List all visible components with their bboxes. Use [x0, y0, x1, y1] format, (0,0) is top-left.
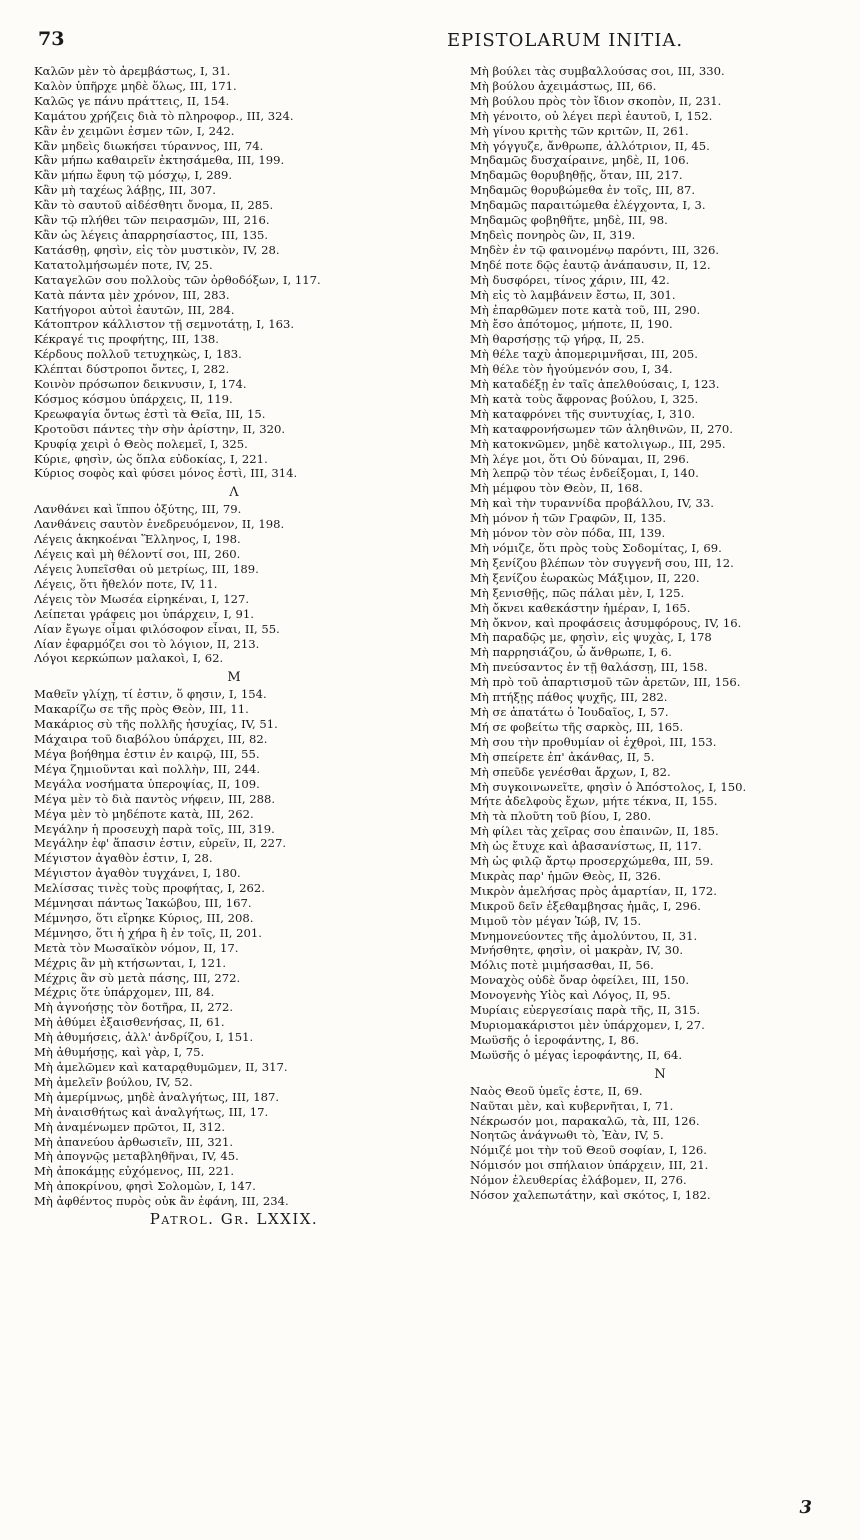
index-entry: Μὴ ξενισθῇς, πῶς πάλαι μὲν, I, 125. [470, 585, 685, 600]
index-entry: Μέγιστον ἀγαθὸν τυγχάνει, I, 180. [34, 866, 241, 881]
index-entry: Μὴ ἀθυμήσεις, ἀλλ' ἀνδρίζου, I, 151. [34, 1030, 254, 1045]
section-letter-nu: Ν [654, 1066, 666, 1082]
index-entry: Μηδέ ποτε δῷς ἑαυτῷ ἀνάπαυσιν, II, 12. [470, 257, 711, 272]
index-entry: Μνήσθητε, φησὶν, οἱ μακρὰν, IV, 30. [470, 943, 684, 958]
index-entry: Μὴ ἀμελῶμεν καὶ καταρᾳθυμῶμεν, II, 317. [34, 1060, 288, 1074]
index-entry: Μηδαμῶς παραιτώμεθα ἐλέγχοντα, I, 3. [470, 198, 706, 213]
index-entry: Μὴ μόνον τὸν σὸν πόδα, III, 139. [470, 526, 666, 541]
index-entry: Μὴ καταφρονήσωμεν τῶν ἀληθινῶν, II, 270. [470, 421, 733, 436]
index-entry: Κρεωφαγία ὄντως ἐστὶ τὰ Θεῖα, III, 15. [34, 406, 266, 421]
index-entry: Λόγοι κερκώπων μαλακοὶ, I, 62. [34, 651, 224, 666]
index-entry: Μήτε ἀδελφοὺς ἔχων, μήτε τέκνα, II, 155. [470, 794, 718, 809]
index-entry: Καμάτου χρήζεις διὰ τὸ πληροφορ., III, 324. [34, 108, 294, 123]
index-entry: Μωϋσῆς ὁ ἱεροφάντης, I, 86. [470, 1032, 640, 1047]
index-entry: Λείπεται γράφεις μοι ὑπάρχειν, I, 91. [34, 606, 254, 621]
entry-group-lambda [34, 502, 434, 666]
index-entry: Μὴ ὡς ἔτυχε καὶ ἀβασανίστως, II, 117. [470, 839, 702, 854]
index-entry: Μὴ ἀναισθήτως καὶ ἀναλγήτως, III, 17. [34, 1104, 269, 1119]
index-entry: Μὴ ξενίζου ἑωρακὼς Μάξιμον, II, 220. [470, 570, 700, 585]
running-title: EPISTOLARUM INITIA. [446, 30, 684, 51]
index-entry: Μὴ πτήξῃς πάθος ψυχῆς, III, 282. [470, 690, 668, 705]
index-entry: Μωϋσῆς ὁ μέγας ἱεροφάντης, II, 64. [470, 1047, 683, 1062]
index-entry: Μέγιστον ἀγαθὸν ἐστιν, I, 28. [34, 851, 213, 866]
index-entry: Μέγα ζημιοῦνται καὶ πολλὴν, III, 244. [34, 761, 261, 776]
index-entry: Μὴ γόγγυζε, ἄνθρωπε, ἀλλότριον, II, 45. [470, 138, 710, 153]
index-entry: Κροτοῦσι πάντες τὴν σὴν ἀρίστην, II, 320. [34, 421, 286, 436]
index-entry: Κἂν μηδεὶς διωκήσει τύραννος, III, 74. [34, 138, 264, 153]
index-entry: Μὴ σπεῦδε γενέσθαι ἄρχων, I, 82. [470, 764, 671, 779]
left-column [34, 64, 434, 1227]
index-entry: Μὴ ὄκνει καθεκάστην ἡμέραν, I, 165. [470, 600, 691, 615]
index-entry: Κἂν μὴ ταχέως λάβῃς, III, 307. [34, 183, 216, 198]
index-entry: Νοητῶς ἀνάγνωθι τὸ, Ἐὰν, IV, 5. [470, 1128, 664, 1143]
index-entry: Κρυφίᾳ χειρὶ ὁ Θεὸς πολεμεῖ, I, 325. [34, 436, 248, 451]
index-entry: Μὴ καταδέξῃ ἐν ταῖς ἀπελθούσαις, I, 123. [470, 377, 720, 392]
index-entry: Μὴ βούλου ἀχειμάστως, III, 66. [470, 78, 657, 93]
index-entry: Λέγεις τὸν Μωσέα εἰρηκέναι, I, 127. [34, 591, 250, 606]
index-entry: Μὴ μόνον ἡ τῶν Γραφῶν, II, 135. [470, 511, 667, 526]
index-entry: Κἂν ἐν χειμῶνι ἐσμεν τῶν, I, 242. [34, 123, 235, 138]
index-entry: Μὴ σε ἀπατάτω ὁ Ἰουδαῖος, I, 57. [470, 704, 669, 719]
index-entry: Μὴ θαρσήσῃς τῷ γήρᾳ, II, 25. [470, 332, 645, 347]
entry-group-mu-left [34, 687, 434, 1209]
index-entry: Λίαν ἔγωγε οἶμαι φιλόσοφον εἶναι, II, 55. [34, 621, 280, 636]
index-entry: Λέγεις, ὅτι ἤθελόν ποτε, IV, 11. [34, 576, 218, 591]
signature-mark: 3 [799, 1497, 812, 1518]
index-entry: Μή σε φοβείτω τῆς σαρκὸς, III, 165. [470, 719, 684, 734]
index-entry: Μὴ κατοκνῶμεν, μηδὲ κατολιγωρ., III, 295. [470, 436, 726, 451]
index-entry: Μὴ ἀγνοήσῃς τὸν δοτῆρα, II, 272. [34, 1000, 234, 1015]
index-entry: Λέγεις λυπεῖσθαι οὐ μετρίως, III, 189. [34, 562, 259, 576]
index-entry: Μὴ λέγε μοι, ὅτι Οὐ δύναμαι, II, 296. [470, 451, 690, 466]
index-entry: Μὴ καὶ τὴν τυραννίδα προβάλλου, IV, 33. [470, 496, 714, 511]
index-entry: Μνημονεύοντες τῆς ἀμολύντου, II, 31. [470, 928, 698, 943]
index-entry: Μέμνησο, ὅτι εἴρηκε Κύριος, III, 208. [34, 910, 254, 925]
index-entry: Καλῶν μὲν τὸ ἀρεμβάστως, I, 31. [34, 64, 231, 78]
index-entry: Μὴ γένοιτο, οὐ λέγει περὶ ἑαυτοῦ, I, 152. [470, 108, 713, 123]
index-entry: Μέγα βοήθημα ἐστιν ἐν καιρῷ, III, 55. [34, 746, 260, 761]
index-entry: Κόσμος κόσμου ὑπάρχεις, II, 119. [34, 391, 233, 406]
index-entry: Κἂν τῷ πλήθει τῶν πειρασμῶν, III, 216. [34, 213, 270, 228]
index-entry: Μὴ τὰ πλοῦτη τοῦ βίου, I, 280. [470, 809, 652, 824]
index-entry: Κέρδους πολλοῦ τετυχηκὼς, I, 183. [34, 347, 242, 362]
index-entry: Κατήγοροι αὐτοὶ ἑαυτῶν, III, 284. [34, 302, 235, 317]
index-entry: Μελίσσας τινὲς τοὺς προφήτας, I, 262. [34, 881, 265, 896]
index-entry: Μὴ νόμιζε, ὅτι πρὸς τοὺς Σοδομίτας, I, 69. [470, 541, 722, 555]
index-entry: Ναῦται μὲν, καὶ κυβερνῆται, I, 71. [470, 1098, 674, 1113]
index-entry: Κατὰ πάντα μὲν χρόνον, III, 283. [34, 287, 230, 302]
section-letter-mu: Μ [227, 670, 241, 686]
index-entry: Μὴ ἐπαρθῶμεν ποτε κατὰ τοῦ, III, 290. [470, 302, 701, 317]
index-entry: Μονογενὴς Υἱὸς καὶ Λόγος, II, 95. [470, 988, 671, 1003]
index-entry: Μικρὰς παρ' ἡμῶν Θεὸς, II, 326. [470, 868, 661, 883]
index-entry: Νόμιζέ μοι τὴν τοῦ Θεοῦ σοφίαν, I, 126. [470, 1143, 707, 1158]
index-entry: Κἂν μήπω καθαιρεῖν ἐκτησάμεθα, III, 199. [34, 153, 285, 168]
section-letter-lambda: Λ [229, 485, 239, 501]
index-entry: Μυρίαις εὐεργεσίαις παρὰ τῆς, II, 315. [470, 1003, 701, 1018]
index-entry: Μὴ ἀποκρίνου, φησὶ Σολομὼν, I, 147. [34, 1179, 256, 1194]
index-entry: Λέγεις ἀκηκοέναι Ἕλληνος, I, 198. [34, 532, 241, 547]
index-entry: Μὴ ἀποκάμῃς εὐχόμενος, III, 221. [34, 1164, 235, 1179]
index-entry: Μεγάλην ἐφ' ἅπασιν ἐστιν, εὑρεῖν, II, 227. [34, 836, 287, 851]
index-entry: Μέμνησο, ὅτι ἡ χήρα ἣ ἐν τοῖς, II, 201. [34, 925, 262, 940]
index-entry: Μὴ πρὸ τοῦ ἀπαρτισμοῦ τῶν ἀρετῶν, III, 156. [470, 675, 741, 690]
index-entry: Μέχρις ὅτε ὑπάρχομεν, III, 84. [34, 985, 215, 1000]
index-entry: Νέκρωσόν μοι, παρακαλῶ, τὰ, III, 126. [470, 1113, 700, 1128]
index-entry: Κἂν μήπω ἔφυη τῷ μόσχῳ, I, 289. [34, 168, 233, 183]
index-entry: Μὴ συγκοινωνεῖτε, φησὶν ὁ Ἀπόστολος, I, 150. [470, 779, 747, 794]
index-entry: Κύριος σοφὸς καὶ φύσει μόνος ἐστὶ, III, 314. [34, 466, 298, 481]
index-entry: Μὴ ἀθυμήσῃς, καὶ γὰρ, I, 75. [34, 1045, 205, 1060]
index-entry: Μηδαμῶς θορυβώμεθα ἐν τοῖς, III, 87. [470, 183, 696, 198]
index-entry: Μὴ ὡς φιλῷ ἄρτῳ προσερχώμεθα, III, 59. [470, 854, 714, 869]
index-entry: Μὴ γίνου κριτὴς τῶν κριτῶν, II, 261. [470, 123, 689, 138]
index-entry: Μὴ ἀμερίμνως, μηδὲ ἀναλγήτως, III, 187. [34, 1089, 280, 1104]
index-entry: Κύριε, φησὶν, ὡς ὅπλα εὐδοκίας, I, 221. [34, 451, 268, 466]
index-entry: Μόλις ποτὲ μιμήσασθαι, II, 56. [470, 958, 654, 973]
index-entry: Μὴ παραδῷς με, φησὶν, εἰς ψυχὰς, I, 178 [470, 630, 712, 645]
index-entry: Μὴ μέμφου τὸν Θεὸν, II, 168. [470, 481, 643, 496]
index-entry: Μὴ ἀφθέντος πυρὸς οὐκ ἂν ἐφάνη, III, 234. [34, 1194, 289, 1209]
index-entry: Μέχρις ἂν μὴ κτήσωνται, I, 121. [34, 955, 227, 970]
index-entry: Νόμον ἐλευθερίας ἐλάβομεν, II, 276. [470, 1173, 687, 1188]
page-header [34, 22, 846, 56]
index-entry: Κοινὸν πρόσωπον δεικνυσιν, I, 174. [34, 377, 247, 392]
index-entry: Νόμισόν μοι σπήλαιον ὑπάρχειν, III, 21. [470, 1158, 709, 1173]
index-entry: Μέγα μὲν τὸ διὰ παντὸς νήφειν, III, 288. [34, 791, 276, 806]
index-entry: Μυριομακάριστοι μὲν ὑπάρχομεν, I, 27. [470, 1018, 705, 1032]
index-entry: Μέχρις ἂν σὺ μετὰ πάσης, III, 272. [34, 970, 241, 985]
index-entry: Μὴ σπείρετε ἐπ' ἀκάνθας, II, 5. [470, 749, 655, 764]
index-entry: Μιμοῦ τὸν μέγαν Ἰώβ, IV, 15. [470, 913, 642, 928]
index-entry: Κατατολμήσωμέν ποτε, IV, 25. [34, 257, 213, 272]
index-entry: Μὴ λεπρῷ τὸν τέως ἐνδείξομαι, I, 140. [470, 466, 699, 481]
index-entry: Μικρὸν ἀμελήσας πρὸς ἁμαρτίαν, II, 172. [470, 883, 717, 898]
index-entry: Μακάριος σὺ τῆς πολλῆς ἡσυχίας, IV, 51. [34, 717, 278, 732]
index-entry: Μέγα μὲν τὸ μηδέποτε κατὰ, III, 262. [34, 806, 254, 821]
index-entry: Μὴ θέλε ταχὺ ἀπομεριμνῆσαι, III, 205. [470, 347, 698, 362]
entry-group-mu-right [470, 64, 850, 1063]
index-entry: Μηδεὶς πονηρὸς ὢν, II, 319. [470, 227, 636, 242]
index-entry: Καταγελῶν σου πολλοὺς τῶν ὀρθοδόξων, I, 117. [34, 272, 321, 287]
index-entry: Μὴ βούλει τὰς συμβαλλούσας σοι, III, 330. [470, 64, 725, 78]
index-entry: Μικροῦ δεῖν ἐξεθαμβησας ἡμᾶς, I, 296. [470, 898, 701, 913]
index-entry: Κἂν τὸ σαυτοῦ αἰδέσθητι ὄνομα, II, 285. [34, 198, 274, 213]
index-entry: Μὴ καταφρόνει τῆς συντυχίας, I, 310. [470, 406, 696, 421]
index-entry: Μὴ ἀθύμει ἐξαισθενήσας, II, 61. [34, 1015, 225, 1030]
index-entry: Μὴ ἀμελεῖν βούλου, IV, 52. [34, 1074, 193, 1089]
index-entry: Νόσον χαλεπωτάτην, καὶ σκότος, I, 182. [470, 1188, 711, 1203]
footer-title: Patrol. Gr. LXXIX. [149, 1210, 319, 1229]
index-entry: Κἂν ὡς λέγεις ἀπαρρησίαστος, III, 135. [34, 227, 269, 242]
index-entry: Μηδαμῶς φοβηθῆτε, μηδὲ, III, 98. [470, 213, 668, 228]
entry-group-kappa [34, 64, 434, 481]
index-entry: Μὴ ἔσο ἀπότομος, μήποτε, II, 190. [470, 317, 673, 332]
index-entry: Μὴ ἀπογνῷς μεταβληθῆναι, IV, 45. [34, 1149, 239, 1164]
index-entry: Μὴ ξενίζου βλέπων τὸν συγγενῆ σου, III, 12. [470, 555, 734, 570]
index-entry: Κάτοπτρον κάλλιστον τῇ σεμνοτάτῃ, I, 163. [34, 317, 295, 332]
index-entry: Μὴ ἀναμένωμεν πρῶτοι, II, 312. [34, 1119, 226, 1134]
right-column [470, 64, 850, 1203]
index-entry: Κλέπται δύστροποι ὄντες, I, 282. [34, 362, 230, 377]
index-entry: Λανθάνεις σαυτὸν ἐνεδρευόμενον, II, 198. [34, 517, 285, 532]
index-entry: Κέκραγέ τις προφήτης, III, 138. [34, 332, 219, 347]
index-entry: Λανθάνει καὶ ἵππου ὀξύτης, III, 79. [34, 502, 242, 517]
index-entry: Μὴ ὄκνον, καὶ προφάσεις ἀσυμφόρους, IV, 16. [470, 615, 742, 630]
index-entry: Μὴ κατὰ τοὺς ἄφρονας βούλου, I, 325. [470, 391, 699, 406]
index-entry: Μηδαμῶς δυσχαίραινε, μηδὲ, II, 106. [470, 153, 690, 168]
index-entry: Μηδαμῶς θορυβηθῇς, ὅταν, III, 217. [470, 168, 683, 183]
index-entry: Μὴ βούλου πρὸς τὸν ἴδιον σκοπὸν, II, 231. [470, 93, 722, 108]
index-entry: Μεγάλην ἡ προσευχὴ παρὰ τοῖς, III, 319. [34, 821, 275, 836]
index-entry: Μοναχὸς οὐδὲ ὄναρ ὀφείλει, III, 150. [470, 973, 690, 988]
index-entry: Μηδὲν ἐν τῷ φαινομένῳ παρόντι, III, 326. [470, 242, 720, 257]
page-number: 73 [38, 28, 65, 50]
index-entry: Μὴ θέλε τὸν ἡγούμενόν σου, I, 34. [470, 362, 673, 377]
index-entry: Μὴ παρρησιάζου, ὦ ἄνθρωπε, I, 6. [470, 645, 672, 660]
index-entry: Μὴ δυσφόρει, τίνος χάριν, III, 42. [470, 272, 670, 287]
index-entry: Μὴ πνεύσαντος ἐν τῇ θαλάσσῃ, III, 158. [470, 660, 708, 675]
index-entry: Καλὸν ὑπῆρχε μηδὲ ὅλως, III, 171. [34, 78, 237, 93]
index-entry: Μετὰ τὸν Μωσαϊκὸν νόμον, II, 17. [34, 940, 239, 955]
index-entry: Λέγεις καὶ μὴ θέλοντί σοι, III, 260. [34, 547, 241, 562]
entry-group-nu [470, 1084, 850, 1203]
index-entry: Κατάσθῃ, φησὶν, εἰς τὸν μυστικὸν, IV, 28. [34, 242, 280, 257]
index-entry: Μὴ φίλει τὰς χεῖρας σου ἐπαινῶν, II, 185. [470, 824, 719, 839]
index-entry: Μὴ εἰς τὸ λαμβάνειν ἔστω, II, 301. [470, 287, 676, 302]
index-entry: Καλῶς γε πάνυ πράττεις, II, 154. [34, 93, 230, 108]
index-entry: Μὴ ἀπανεύου ἀρθωσιεῖν, III, 321. [34, 1134, 234, 1149]
index-entry: Λίαν ἐφαρμόζει σοι τὸ λόγιον, II, 213. [34, 636, 260, 651]
index-entry: Μέμνησαι πάντως Ἰακώβου, III, 167. [34, 896, 252, 911]
index-entry: Μεγάλα νοσήματα ὑπεροψίας, II, 109. [34, 776, 260, 791]
index-entry: Μάχαιρα τοῦ διαβόλου ὑπάρχει, III, 82. [34, 732, 268, 747]
index-entry: Μὴ σου τὴν προθυμίαν οἱ ἐχθροὶ, III, 153. [470, 734, 717, 749]
index-entry: Μακαρίζω σε τῆς πρὸς Θεὸν, III, 11. [34, 702, 249, 717]
index-entry: Ναὸς Θεοῦ ὑμεῖς ἐστε, II, 69. [470, 1083, 643, 1098]
index-entry: Μαθεῖν γλίχῃ, τί ἐστιν, ὅ φησιν, I, 154. [34, 687, 267, 702]
